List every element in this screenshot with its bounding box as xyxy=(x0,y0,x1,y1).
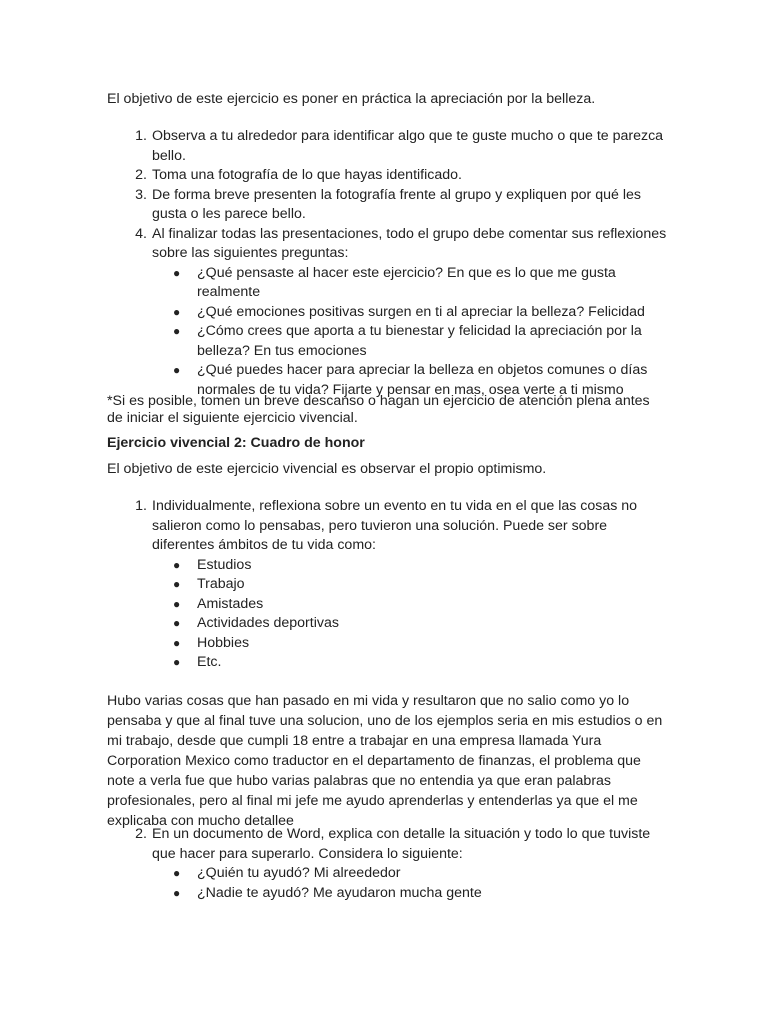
list-item-text: De forma breve presenten la fotografía frente al grupo y expliquen por qué les gusta o les parece bello. xyxy=(152,186,641,222)
mindfulness-note: *Si es posible, tomen un breve descanso o hagan un ejercicio de atención plena antes de iniciar el siguiente ejercicio vivencial. xyxy=(107,393,650,426)
bullet-text: ¿Qué pensaste al hacer este ejercicio? En que es lo que me gusta realmente xyxy=(197,264,616,300)
list-item xyxy=(107,127,667,166)
bullet-icon: ● xyxy=(173,635,181,650)
bullet-icon: ● xyxy=(173,655,181,669)
bullet-icon: ● xyxy=(173,577,181,591)
bullet-icon: ● xyxy=(173,616,181,630)
list-item xyxy=(107,497,667,673)
bullet-item xyxy=(107,884,667,904)
bullet-icon: ● xyxy=(173,304,181,319)
list-item xyxy=(107,166,667,186)
bullet-text: Etc. xyxy=(197,654,222,670)
intro-paragraph-2: El objetivo de este ejercicio vivencial es observar el propio optimismo. xyxy=(107,461,547,477)
list-item-text: En un documento de Word, explica con detalle la situación y todo lo que tuviste que hacer para superarlo. Considera lo siguiente: xyxy=(152,826,651,862)
exercise-1-steps xyxy=(107,127,667,400)
bullet-text: ¿Quién tu ayudó? Mi alreededor xyxy=(197,865,401,881)
bullet-item xyxy=(107,864,667,884)
bullet-icon: ● xyxy=(173,885,181,900)
bullet-text: ¿Cómo crees que aporta a tu bienestar y felicidad la apreciación por la belleza? En tus emociones xyxy=(197,323,642,359)
bullet-item xyxy=(107,614,667,634)
answer-paragraph: Hubo varias cosas que han pasado en mi vida y resultaron que no salio como yo lo pensaba y que al final tuve una solucion, uno de los ejemplos seria en mis estudios o en mi trabajo, desde que cumpli 18 entre a trabajar en una empresa llamada Yura Corporation Mexico como traductor en el departamento de finanzas, el problema que note a verla fue que hubo varias palabras que no entendia ya que eran palabras profesionales, pero al final mi jefe me ayudo aprenderlas y entenderlas ya que el me explicaba con mucho detallee xyxy=(107,693,663,829)
bullet-item xyxy=(107,556,667,576)
bullet-text: Actividades deportivas xyxy=(197,615,339,631)
list-item-text: Individualmente, reflexiona sobre un evento en tu vida en el que las cosas no salieron como lo pensabas, pero tuvieron una solución. Puede ser sobre diferentes ámbitos de tu vida como: xyxy=(152,498,638,553)
list-item-text: Observa a tu alrededor para identificar algo que te guste mucho o que te parezca bello. xyxy=(152,128,664,164)
list-number: 3. xyxy=(135,186,147,203)
bullet-icon: ● xyxy=(173,557,181,572)
bullet-item xyxy=(107,634,667,654)
bullet-icon: ● xyxy=(173,324,181,338)
bullet-text: ¿Qué puedes hacer para apreciar la belleza en objetos comunes o días normales de tu vida? Fijarte y pensar en mas, osea verte a ti mismo xyxy=(197,362,648,398)
bullet-text: ¿Qué emociones positivas surgen en ti al apreciar la belleza? Felicidad xyxy=(197,303,645,320)
consider-questions xyxy=(152,864,667,903)
life-areas-list xyxy=(152,556,667,673)
bullet-text: ¿Nadie te ayudó? Me ayudaron mucha gente xyxy=(197,884,482,901)
bullet-text: Trabajo xyxy=(197,576,245,592)
list-number: 4. xyxy=(135,225,147,242)
reflection-questions xyxy=(152,264,667,401)
list-item-text: Al finalizar todas las presentaciones, todo el grupo debe comentar sus reflexiones sobre las siguientes preguntas: xyxy=(152,225,667,261)
bullet-item xyxy=(107,653,667,673)
bullet-icon: ● xyxy=(173,363,181,377)
list-number: 2. xyxy=(135,167,147,183)
bullet-item xyxy=(107,303,667,323)
bullet-text: Amistades xyxy=(197,595,264,612)
bullet-item xyxy=(107,575,667,595)
list-item xyxy=(107,225,667,401)
section-heading: Ejercicio vivencial 2: Cuadro de honor xyxy=(107,435,365,451)
list-item-text: Toma una fotografía de lo que hayas identificado. xyxy=(152,167,462,183)
exercise-2-steps-continued xyxy=(107,825,667,903)
list-item xyxy=(107,825,667,903)
list-number: 1. xyxy=(135,128,147,144)
bullet-icon: ● xyxy=(173,866,181,880)
exercise-2-steps xyxy=(107,497,667,673)
bullet-item xyxy=(107,595,667,615)
bullet-item xyxy=(107,264,667,303)
bullet-text: Estudios xyxy=(197,556,252,573)
intro-paragraph: El objetivo de este ejercicio es poner en práctica la apreciación por la belleza. xyxy=(107,91,596,107)
bullet-icon: ● xyxy=(173,596,181,611)
list-number: 2. xyxy=(135,826,147,842)
bullet-icon: ● xyxy=(173,265,181,280)
list-number: 1. xyxy=(135,498,147,514)
bullet-item xyxy=(107,322,667,361)
bullet-text: Hobbies xyxy=(197,634,250,651)
list-item xyxy=(107,186,667,225)
